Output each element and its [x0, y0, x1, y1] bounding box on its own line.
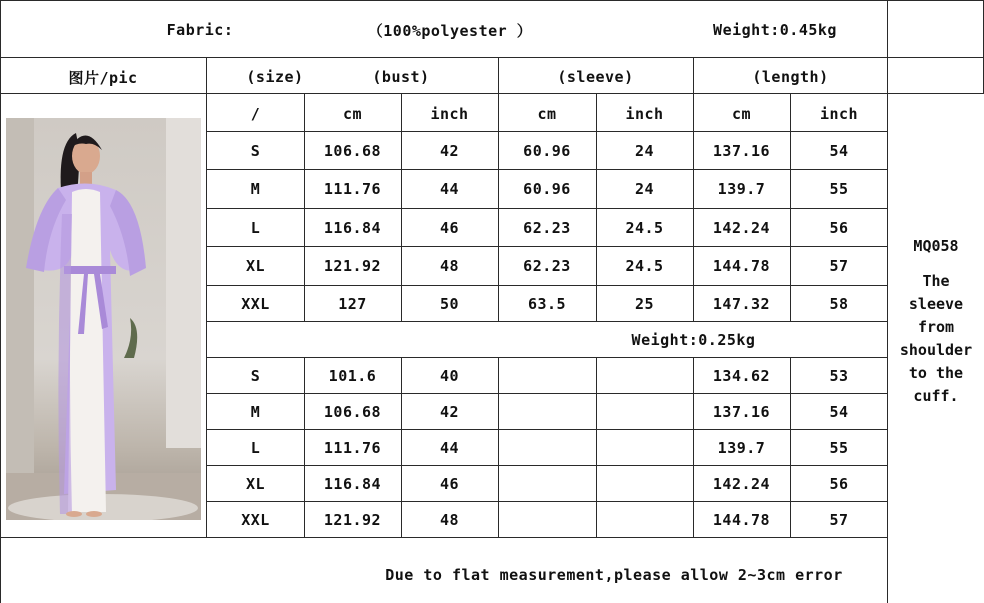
cell-length-cm: 144.78: [712, 510, 771, 529]
weight-label: Weight:0.45kg: [713, 21, 837, 39]
cell-size: M: [250, 402, 261, 421]
cell-bust-cm: 111.76: [323, 180, 382, 198]
cell-bust-in: 48: [439, 257, 460, 275]
fabric-value: （100%polyester ）: [367, 21, 533, 40]
grid-line: [207, 321, 888, 322]
product-photo: [6, 118, 201, 520]
cell-bust-cm: 101.6: [328, 366, 377, 385]
cell-size: XL: [245, 474, 266, 493]
cell-sleeve-cm: 63.5: [527, 294, 567, 313]
cell-size: S: [250, 366, 261, 385]
fabric-label: Fabric:: [166, 21, 234, 39]
cell-length-cm: 147.32: [712, 294, 771, 313]
cell-length-in: 55: [829, 438, 849, 457]
cell-bust-cm: 121.92: [323, 510, 382, 529]
cell-sleeve-in: 24: [634, 180, 655, 198]
cell-length-cm: 134.62: [712, 366, 771, 385]
pic-header: 图片/pic: [68, 68, 138, 87]
grid-line: [0, 0, 1, 603]
cell-length-cm: 139.7: [717, 438, 766, 457]
footer-note: Due to flat measurement,please allow 2~3cm error: [385, 566, 843, 584]
unit-length-cm: cm: [731, 105, 752, 123]
cell-sleeve-cm: [498, 466, 596, 501]
cell-size: XL: [245, 257, 266, 275]
cell-bust-cm: 106.68: [323, 141, 382, 160]
model-illustration: [6, 118, 201, 520]
cell-sleeve-in: 25: [634, 294, 655, 313]
cell-bust-cm: 127: [338, 294, 367, 313]
cell-sleeve-cm: 62.23: [523, 257, 571, 275]
cell-length-in: 53: [829, 366, 849, 385]
cell-bust-in: 42: [439, 402, 460, 421]
grid-line: [0, 93, 984, 94]
cell-sleeve-cm: [498, 430, 596, 465]
side-note: [888, 235, 984, 408]
cell-size: S: [250, 141, 261, 160]
cell-sleeve-in: [596, 502, 693, 537]
unit-sleeve-inch: inch: [625, 105, 664, 123]
cell-sleeve-cm: 60.96: [523, 141, 571, 160]
cell-length-cm: 144.78: [712, 257, 771, 275]
cell-size: L: [250, 438, 261, 457]
cell-sleeve-in: 24.5: [625, 257, 664, 275]
note-line: to the: [908, 364, 964, 382]
cell-bust-in: 50: [439, 294, 460, 313]
note-line: sleeve: [908, 295, 964, 313]
cell-length-cm: 142.24: [712, 218, 771, 237]
unit-slash: /: [250, 105, 261, 123]
cell-length-in: 58: [829, 294, 849, 313]
cell-bust-in: 48: [439, 510, 460, 529]
sleeve-header: (sleeve): [557, 68, 634, 86]
cell-bust-in: 40: [439, 366, 460, 385]
cell-length-in: 54: [829, 141, 849, 160]
cell-size: XXL: [241, 294, 270, 313]
note-line: shoulder: [899, 341, 973, 359]
cell-bust-in: 42: [439, 141, 460, 160]
cell-length-in: 54: [829, 402, 849, 421]
unit-length-inch: inch: [819, 105, 859, 123]
cell-length-cm: 142.24: [712, 474, 771, 493]
cell-bust-cm: 106.68: [323, 402, 382, 421]
cell-length-in: 57: [829, 257, 849, 275]
cell-size: XXL: [241, 510, 270, 529]
cell-sleeve-cm: [498, 358, 596, 393]
cell-bust-in: 44: [439, 180, 460, 198]
note-line: cuff.: [913, 387, 959, 405]
grid-line: [0, 537, 888, 538]
cell-sleeve-cm: [498, 502, 596, 537]
cell-sleeve-cm: 60.96: [523, 180, 571, 198]
grid-line: [0, 57, 984, 58]
cell-bust-in: 44: [439, 438, 460, 457]
note-line: The: [922, 272, 950, 290]
cell-bust-cm: 116.84: [323, 218, 382, 237]
cell-sleeve-cm: [498, 394, 596, 429]
cell-sleeve-in: 24: [634, 141, 655, 160]
cell-length-in: 56: [829, 474, 849, 493]
cell-length-cm: 137.16: [712, 402, 771, 421]
cell-size: L: [250, 218, 261, 237]
note-line: from: [917, 318, 955, 336]
cell-sleeve-in: 24.5: [625, 218, 664, 237]
cell-length-cm: 139.7: [717, 180, 766, 198]
cell-bust-cm: 111.76: [323, 438, 382, 457]
cell-sleeve-in: [596, 394, 693, 429]
cell-sleeve-in: [596, 466, 693, 501]
unit-bust-cm: cm: [342, 105, 363, 123]
cell-length-in: 55: [829, 180, 849, 198]
cell-sleeve-cm: 62.23: [523, 218, 571, 237]
weight-label-2: Weight:0.25kg: [631, 331, 756, 349]
grid-line: [0, 0, 984, 1]
cell-sleeve-in: [596, 430, 693, 465]
length-header: (length): [752, 68, 829, 86]
cell-bust-cm: 116.84: [323, 474, 382, 493]
bust-header: (bust): [372, 68, 430, 86]
unit-bust-inch: inch: [430, 105, 469, 123]
unit-sleeve-cm: cm: [537, 105, 557, 123]
cell-size: M: [250, 180, 261, 198]
size-header: (size): [246, 68, 304, 86]
cell-length-cm: 137.16: [712, 141, 771, 160]
cell-bust-cm: 121.92: [323, 257, 382, 275]
cell-length-in: 57: [829, 510, 849, 529]
cell-sleeve-in: [596, 358, 693, 393]
cell-bust-in: 46: [439, 218, 460, 237]
cell-length-in: 56: [829, 218, 849, 237]
product-code: MQ058: [913, 237, 959, 255]
cell-bust-in: 46: [439, 474, 460, 493]
